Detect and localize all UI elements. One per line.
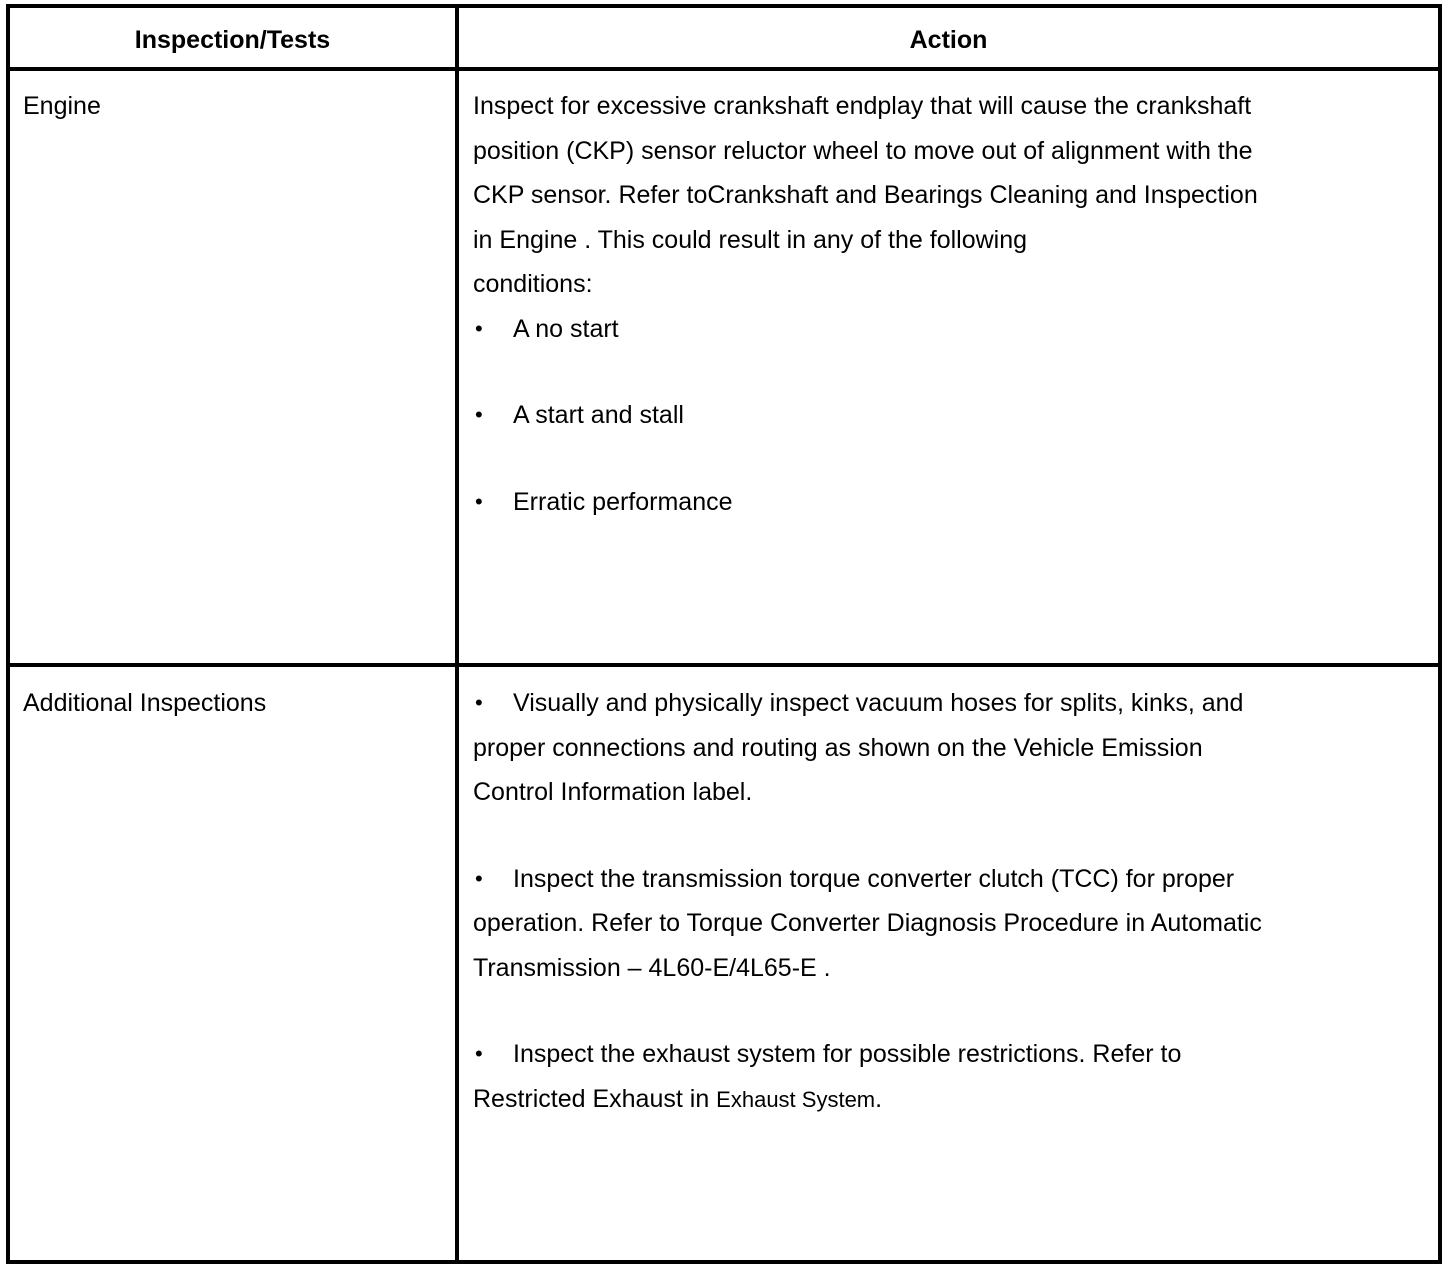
bullet-icon: • bbox=[475, 402, 483, 427]
header-inspection-tests: Inspection/Tests bbox=[134, 26, 331, 54]
table-border-right bbox=[1438, 4, 1442, 1264]
row-engine-label bbox=[23, 84, 101, 129]
intro-line: Inspect for excessive crankshaft endplay that will cause the crankshaft bbox=[473, 92, 1252, 120]
bullet-item bbox=[473, 681, 1262, 726]
bullet-icon: • bbox=[475, 315, 483, 341]
bullet-text: A no start bbox=[513, 314, 619, 343]
inspection-table bbox=[6, 4, 1442, 1264]
continuation-text: Restricted Exhaust in bbox=[473, 1084, 717, 1113]
table-border-left bbox=[6, 4, 10, 1264]
intro-line: CKP sensor. Refer toCrankshaft and Bearings Cleaning and Inspection bbox=[473, 181, 1258, 209]
bullet-text: Inspect the transmission torque converter clutch (TCC) for proper bbox=[513, 864, 1235, 893]
bullet-continuation: proper connections and routing as shown on the Vehicle Emission bbox=[473, 733, 1203, 762]
bullet-item bbox=[473, 307, 1258, 352]
row-additional-label bbox=[23, 681, 266, 726]
bullet-icon: • bbox=[475, 1041, 483, 1066]
bullet-item bbox=[473, 1032, 1262, 1077]
bullet-text: Erratic performance bbox=[513, 487, 733, 516]
exhaust-system-ref: Exhaust System bbox=[716, 1086, 876, 1112]
bullet-icon: • bbox=[475, 865, 483, 891]
bullet-item bbox=[473, 393, 1258, 438]
bullet-text: Visually and physically inspect vacuum hoses for splits, kinks, and bbox=[513, 689, 1244, 717]
bullet-text: A start and stall bbox=[513, 401, 684, 429]
row-engine-action bbox=[473, 84, 1258, 524]
bullet-icon: • bbox=[475, 488, 483, 514]
bullet-icon: • bbox=[475, 690, 483, 715]
bullet-continuation bbox=[473, 1077, 1262, 1123]
bullet-continuation: operation. Refer to Torque Converter Diagnosis Procedure in Automatic bbox=[473, 909, 1262, 937]
row-label: Engine bbox=[23, 92, 101, 120]
column-divider bbox=[455, 4, 459, 1264]
intro-line: in Engine . This could result in any of the following bbox=[473, 225, 1028, 254]
intro-line: position (CKP) sensor reluctor wheel to move out of alignment with the bbox=[473, 136, 1253, 165]
row-additional-action bbox=[473, 681, 1262, 1122]
row-divider bbox=[6, 663, 1442, 667]
table-border-bottom bbox=[6, 1260, 1442, 1264]
bullet-continuation: Transmission – 4L60-E/4L65-E . bbox=[473, 953, 831, 982]
bullet-text: Inspect the exhaust system for possible restrictions. Refer to bbox=[513, 1040, 1182, 1068]
bullet-continuation: Control Information label. bbox=[473, 778, 753, 806]
row-label: Additional Inspections bbox=[23, 689, 267, 717]
bullet-item bbox=[473, 480, 1258, 525]
bullet-item bbox=[473, 857, 1262, 902]
header-action: Action bbox=[909, 26, 988, 54]
intro-line: conditions: bbox=[473, 270, 593, 298]
continuation-end: . bbox=[875, 1084, 883, 1113]
